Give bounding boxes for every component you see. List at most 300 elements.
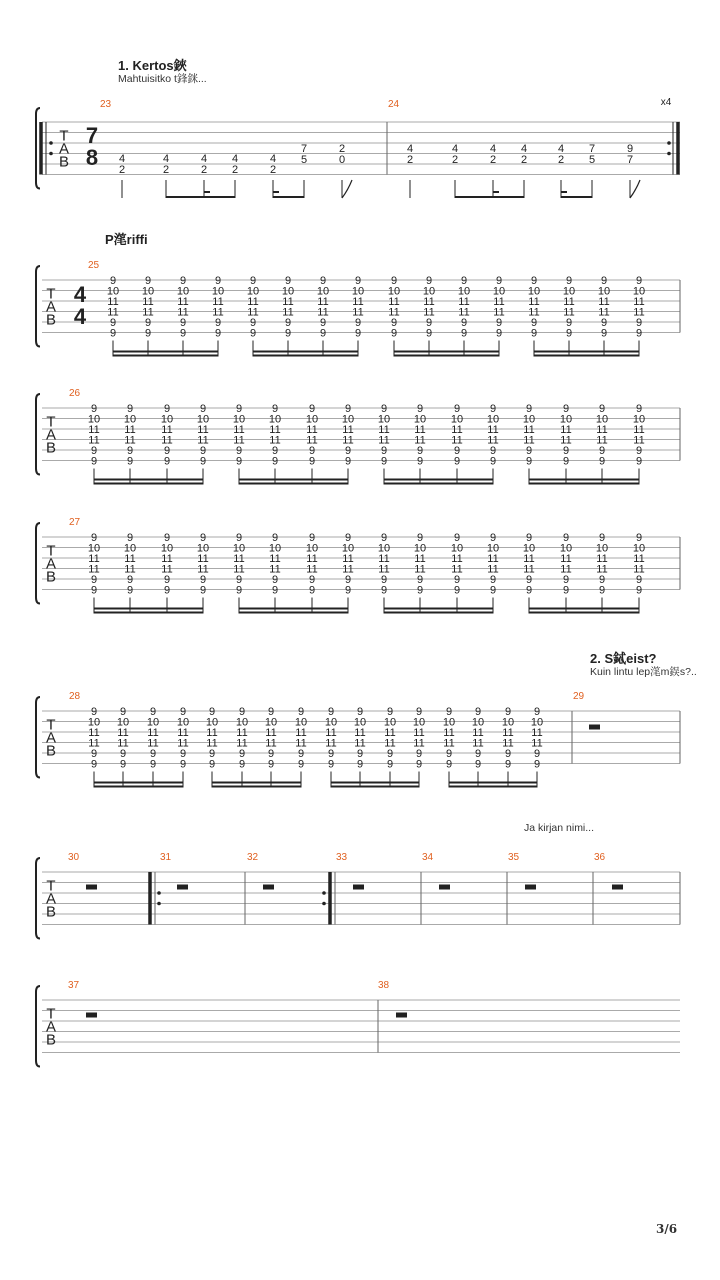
fret-number: 11 bbox=[633, 306, 645, 319]
fret-number: 10 bbox=[387, 285, 401, 298]
fret-number: 9 bbox=[199, 574, 207, 586]
fret-number: 9 bbox=[416, 584, 424, 597]
fret-number: 9 bbox=[380, 403, 388, 415]
fret-number: 9 bbox=[562, 532, 570, 544]
whole-rest bbox=[439, 885, 450, 890]
fret-number: 11 bbox=[295, 737, 307, 750]
fret-number: 9 bbox=[179, 758, 187, 771]
fret-number: 10 bbox=[351, 285, 365, 298]
fret-number: 9 bbox=[179, 327, 187, 340]
fret-number: 9 bbox=[416, 532, 424, 544]
fret-number: 11 bbox=[378, 434, 390, 447]
fret-number: 9 bbox=[344, 445, 352, 457]
fret-number: 10 bbox=[235, 716, 249, 729]
fret-number: 11 bbox=[472, 737, 484, 750]
fret-number: 11 bbox=[633, 434, 645, 447]
fret-number: 9 bbox=[119, 706, 127, 718]
fret-number: 9 bbox=[235, 455, 243, 468]
fret-number: 11 bbox=[124, 553, 136, 565]
fret-number: 9 bbox=[284, 275, 292, 287]
fret-number: 11 bbox=[493, 296, 505, 308]
fret-number: 11 bbox=[269, 553, 281, 565]
fret-number: 11 bbox=[414, 434, 426, 447]
fret-number: 9 bbox=[267, 748, 275, 760]
fret-number: 11 bbox=[458, 306, 470, 319]
fret-number: 9 bbox=[327, 748, 335, 760]
fret-number: 9 bbox=[199, 455, 207, 468]
fret-number: 10 bbox=[383, 716, 397, 729]
fret-number: 9 bbox=[386, 748, 394, 760]
fret-number: 9 bbox=[504, 758, 512, 771]
fret-number: 11 bbox=[342, 424, 354, 436]
fret-number: 9 bbox=[489, 584, 497, 597]
lyric-kertosae: Mahtuisitko t鋒銤... bbox=[118, 73, 207, 85]
fret-number: 9 bbox=[474, 706, 482, 718]
fret-number: 9 bbox=[271, 455, 279, 468]
fret-number: 9 bbox=[90, 584, 98, 597]
fret-number: 9 bbox=[533, 758, 541, 771]
fret-number: 11 bbox=[451, 424, 463, 436]
measure-number: 26 bbox=[69, 388, 81, 399]
fret-number: 9 bbox=[390, 275, 398, 287]
fret-number: 9 bbox=[271, 584, 279, 597]
fret-number: 10 bbox=[324, 716, 338, 729]
fret-number: 9 bbox=[504, 748, 512, 760]
fret-number: 9 bbox=[354, 327, 362, 340]
fret-number: 11 bbox=[472, 727, 484, 739]
fret-number: 9 bbox=[562, 584, 570, 597]
system-bracket bbox=[36, 266, 40, 347]
fret-number: 11 bbox=[197, 563, 209, 576]
fret-number: 11 bbox=[560, 434, 572, 447]
fret-number: 9 bbox=[199, 532, 207, 544]
fret-number: 9 bbox=[565, 317, 573, 329]
fret-number: 11 bbox=[451, 553, 463, 565]
fret-number: 9 bbox=[90, 748, 98, 760]
fret-number: 11 bbox=[633, 424, 645, 436]
fret-number: 9 bbox=[495, 275, 503, 287]
fret-number: 11 bbox=[414, 563, 426, 576]
fret-number: 11 bbox=[177, 306, 189, 319]
fret-number: 10 bbox=[141, 285, 155, 298]
fret-number: 2 bbox=[557, 154, 565, 166]
fret-number: 9 bbox=[425, 317, 433, 329]
fret-number: 9 bbox=[344, 574, 352, 586]
fret-number: 11 bbox=[147, 737, 159, 750]
fret-number: 9 bbox=[380, 445, 388, 457]
fret-number: 10 bbox=[353, 716, 367, 729]
tab-clef-letter: T bbox=[46, 542, 56, 560]
fret-number: 10 bbox=[632, 285, 646, 298]
fret-number: 11 bbox=[306, 553, 318, 565]
tab-clef-letter: B bbox=[45, 903, 57, 921]
fret-number: 7 bbox=[588, 143, 596, 155]
fret-number: 9 bbox=[235, 532, 243, 544]
section-title-kertosae: 1. Kertos鋏 bbox=[118, 58, 187, 73]
fret-number: 9 bbox=[600, 275, 608, 287]
fret-number: 11 bbox=[414, 553, 426, 565]
fret-number: 11 bbox=[117, 737, 129, 750]
repeat-dot bbox=[49, 152, 53, 156]
measure-number: 25 bbox=[88, 260, 100, 271]
fret-number: 9 bbox=[533, 706, 541, 718]
fret-number: 9 bbox=[635, 455, 643, 468]
fret-number: 9 bbox=[126, 445, 134, 457]
whole-rest bbox=[263, 885, 274, 890]
tab-clef-letter: A bbox=[45, 426, 57, 444]
measure-number: 23 bbox=[100, 99, 112, 110]
fret-number: 11 bbox=[269, 563, 281, 576]
fret-number: 10 bbox=[176, 285, 190, 298]
fret-number: 9 bbox=[126, 574, 134, 586]
fret-number: 9 bbox=[149, 706, 157, 718]
fret-number: 10 bbox=[422, 285, 436, 298]
fret-number: 11 bbox=[325, 727, 337, 739]
fret-number: 9 bbox=[635, 445, 643, 457]
fret-number: 9 bbox=[562, 574, 570, 586]
fret-number: 9 bbox=[90, 574, 98, 586]
fret-number: 11 bbox=[282, 306, 294, 319]
fret-number: 4 bbox=[118, 153, 126, 165]
fret-number: 11 bbox=[282, 296, 294, 308]
fret-number: 11 bbox=[633, 296, 645, 308]
fret-number: 9 bbox=[90, 445, 98, 457]
fret-number: 9 bbox=[308, 532, 316, 544]
fret-number: 7 bbox=[626, 154, 634, 166]
fret-number: 11 bbox=[342, 553, 354, 565]
fret-number: 9 bbox=[445, 748, 453, 760]
fret-number: 9 bbox=[445, 758, 453, 771]
fret-number: 11 bbox=[124, 563, 136, 576]
fret-number: 11 bbox=[352, 306, 364, 319]
fret-number: 11 bbox=[124, 434, 136, 447]
repeat-dot bbox=[667, 141, 671, 145]
fret-number: 10 bbox=[268, 542, 282, 555]
fret-number: 10 bbox=[87, 542, 101, 555]
fret-number: 10 bbox=[530, 716, 544, 729]
fret-number: 11 bbox=[596, 424, 608, 436]
fret-number: 11 bbox=[354, 727, 366, 739]
fret-number: 11 bbox=[233, 424, 245, 436]
fret-number: 11 bbox=[388, 296, 400, 308]
measure-number: 37 bbox=[68, 980, 80, 991]
tab-clef-letter: B bbox=[45, 311, 57, 329]
fret-number: 10 bbox=[595, 542, 609, 555]
fret-number: 10 bbox=[412, 716, 426, 729]
fret-number: 11 bbox=[352, 296, 364, 308]
fret-number: 11 bbox=[161, 553, 173, 565]
time-sig-denominator: 8 bbox=[85, 145, 99, 170]
fret-number: 10 bbox=[268, 413, 282, 426]
fret-number: 11 bbox=[88, 563, 100, 576]
fret-number: 9 bbox=[425, 275, 433, 287]
fret-number: 10 bbox=[450, 542, 464, 555]
fret-number: 11 bbox=[88, 737, 100, 750]
fret-number: 9 bbox=[344, 584, 352, 597]
fret-number: 9 bbox=[626, 143, 634, 155]
note-flag bbox=[630, 180, 640, 198]
fret-number: 9 bbox=[390, 327, 398, 340]
fret-number: 11 bbox=[342, 434, 354, 447]
fret-number: 11 bbox=[317, 296, 329, 308]
fret-number: 11 bbox=[451, 563, 463, 576]
fret-number: 9 bbox=[163, 532, 171, 544]
fret-number: 9 bbox=[319, 327, 327, 340]
fret-number: 10 bbox=[632, 542, 646, 555]
fret-number: 11 bbox=[197, 434, 209, 447]
fret-number: 9 bbox=[489, 532, 497, 544]
fret-number: 9 bbox=[319, 317, 327, 329]
fret-number: 10 bbox=[450, 413, 464, 426]
fret-number: 10 bbox=[377, 542, 391, 555]
section-title-saeakeistoe: 2. S鋱eist? bbox=[590, 651, 657, 666]
measure-number: 35 bbox=[508, 852, 520, 863]
fret-number: 11 bbox=[147, 727, 159, 739]
fret-number: 11 bbox=[206, 727, 218, 739]
fret-number: 4 bbox=[451, 143, 459, 155]
fret-number: 10 bbox=[160, 542, 174, 555]
fret-number: 10 bbox=[246, 285, 260, 298]
fret-number: 2 bbox=[269, 164, 277, 176]
fret-number: 10 bbox=[501, 716, 515, 729]
measure-number: 27 bbox=[69, 517, 81, 528]
fret-number: 10 bbox=[341, 413, 355, 426]
lyric-saeakeistoe: Kuin lintu lep滗m鋘s?.. bbox=[590, 666, 697, 678]
fret-number: 9 bbox=[489, 403, 497, 415]
time-sig-denominator: 4 bbox=[73, 304, 87, 329]
fret-number: 9 bbox=[308, 574, 316, 586]
fret-number: 9 bbox=[144, 327, 152, 340]
fret-number: 10 bbox=[232, 413, 246, 426]
fret-number: 11 bbox=[596, 434, 608, 447]
fret-number: 9 bbox=[562, 403, 570, 415]
fret-number: 11 bbox=[342, 563, 354, 576]
fret-number: 11 bbox=[161, 563, 173, 576]
tab-clef-letter: T bbox=[46, 285, 56, 303]
fret-number: 9 bbox=[179, 317, 187, 329]
fret-number: 10 bbox=[457, 285, 471, 298]
fret-number: 9 bbox=[598, 455, 606, 468]
fret-number: 9 bbox=[344, 455, 352, 468]
fret-number: 9 bbox=[271, 403, 279, 415]
fret-number: 2 bbox=[520, 154, 528, 166]
fret-number: 9 bbox=[390, 317, 398, 329]
fret-number: 11 bbox=[531, 737, 543, 750]
fret-number: 9 bbox=[144, 275, 152, 287]
tab-clef-letter: A bbox=[58, 140, 70, 158]
fret-number: 11 bbox=[212, 306, 224, 319]
repeat-dot bbox=[157, 902, 161, 906]
tab-clef-letter: T bbox=[46, 1005, 56, 1023]
tab-clef-letter: T bbox=[46, 716, 56, 734]
fret-number: 9 bbox=[90, 455, 98, 468]
fret-number: 9 bbox=[453, 574, 461, 586]
fret-number: 11 bbox=[563, 296, 575, 308]
fret-number: 4 bbox=[489, 143, 497, 155]
fret-number: 11 bbox=[413, 727, 425, 739]
fret-number: 11 bbox=[502, 727, 514, 739]
fret-number: 9 bbox=[386, 758, 394, 771]
fret-number: 9 bbox=[249, 327, 257, 340]
fret-number: 11 bbox=[233, 434, 245, 447]
system-bracket bbox=[36, 394, 40, 475]
fret-number: 9 bbox=[635, 574, 643, 586]
whole-rest bbox=[86, 885, 97, 890]
fret-number: 9 bbox=[214, 317, 222, 329]
fret-number: 11 bbox=[487, 553, 499, 565]
fret-number: 9 bbox=[416, 403, 424, 415]
fret-number: 9 bbox=[109, 327, 117, 340]
tab-clef-letter: A bbox=[45, 890, 57, 908]
fret-number: 11 bbox=[306, 563, 318, 576]
fret-number: 9 bbox=[460, 317, 468, 329]
fret-number: 9 bbox=[460, 327, 468, 340]
fret-number: 10 bbox=[196, 542, 210, 555]
fret-number: 11 bbox=[560, 563, 572, 576]
section-title-perusriffi: P滗riffi bbox=[105, 232, 148, 247]
fret-number: 2 bbox=[406, 154, 414, 166]
fret-number: 11 bbox=[384, 737, 396, 750]
fret-number: 9 bbox=[267, 758, 275, 771]
fret-number: 11 bbox=[233, 563, 245, 576]
fret-number: 11 bbox=[596, 553, 608, 565]
fret-number: 10 bbox=[123, 413, 137, 426]
fret-number: 9 bbox=[163, 403, 171, 415]
fret-number: 9 bbox=[199, 584, 207, 597]
fret-number: 11 bbox=[493, 306, 505, 319]
fret-number: 11 bbox=[596, 563, 608, 576]
fret-number: 9 bbox=[635, 584, 643, 597]
fret-number: 11 bbox=[414, 424, 426, 436]
fret-number: 0 bbox=[338, 154, 346, 166]
whole-rest bbox=[612, 885, 623, 890]
fret-number: 9 bbox=[453, 403, 461, 415]
fret-number: 9 bbox=[598, 574, 606, 586]
fret-number: 10 bbox=[160, 413, 174, 426]
fret-number: 11 bbox=[88, 424, 100, 436]
fret-number: 4 bbox=[557, 143, 565, 155]
fret-number: 9 bbox=[525, 403, 533, 415]
measure-number: 36 bbox=[594, 852, 606, 863]
fret-number: 11 bbox=[161, 434, 173, 447]
fret-number: 11 bbox=[88, 434, 100, 447]
fret-number: 2 bbox=[200, 164, 208, 176]
fret-number: 9 bbox=[565, 327, 573, 340]
fret-number: 9 bbox=[600, 327, 608, 340]
fret-number: 9 bbox=[504, 706, 512, 718]
repeat-count: x4 bbox=[660, 97, 672, 108]
fret-number: 9 bbox=[530, 327, 538, 340]
fret-number: 9 bbox=[163, 574, 171, 586]
whole-rest bbox=[589, 725, 600, 730]
fret-number: 9 bbox=[179, 748, 187, 760]
system-bracket bbox=[36, 858, 40, 939]
fret-number: 9 bbox=[562, 455, 570, 468]
fret-number: 9 bbox=[530, 275, 538, 287]
fret-number: 4 bbox=[269, 153, 277, 165]
fret-number: 11 bbox=[528, 306, 540, 319]
fret-number: 5 bbox=[300, 154, 308, 166]
fret-number: 9 bbox=[126, 455, 134, 468]
fret-number: 9 bbox=[271, 532, 279, 544]
page-number: 3/6 bbox=[656, 1222, 678, 1236]
fret-number: 2 bbox=[118, 164, 126, 176]
fret-number: 9 bbox=[489, 455, 497, 468]
fret-number: 9 bbox=[525, 455, 533, 468]
fret-number: 9 bbox=[308, 403, 316, 415]
fret-number: 9 bbox=[489, 574, 497, 586]
fret-number: 9 bbox=[380, 455, 388, 468]
fret-number: 11 bbox=[161, 424, 173, 436]
fret-number: 11 bbox=[236, 737, 248, 750]
measure-number: 28 bbox=[69, 691, 81, 702]
tab-clef-letter: T bbox=[46, 413, 56, 431]
fret-number: 9 bbox=[308, 445, 316, 457]
fret-number: 11 bbox=[142, 306, 154, 319]
fret-number: 10 bbox=[281, 285, 295, 298]
repeat-dot bbox=[667, 152, 671, 156]
fret-number: 9 bbox=[235, 584, 243, 597]
fret-number: 11 bbox=[107, 296, 119, 308]
fret-number: 11 bbox=[124, 424, 136, 436]
fret-number: 9 bbox=[119, 758, 127, 771]
fret-number: 11 bbox=[88, 553, 100, 565]
fret-number: 11 bbox=[384, 727, 396, 739]
fret-number: 9 bbox=[271, 574, 279, 586]
time-sig-numerator: 4 bbox=[73, 282, 87, 307]
fret-number: 9 bbox=[356, 758, 364, 771]
fret-number: 9 bbox=[416, 445, 424, 457]
fret-number: 9 bbox=[445, 706, 453, 718]
fret-number: 9 bbox=[308, 584, 316, 597]
tab-clef-letter: A bbox=[45, 729, 57, 747]
fret-number: 11 bbox=[265, 727, 277, 739]
fret-number: 9 bbox=[598, 445, 606, 457]
fret-number: 11 bbox=[317, 306, 329, 319]
fret-number: 11 bbox=[177, 737, 189, 750]
fret-number: 9 bbox=[453, 584, 461, 597]
fret-number: 9 bbox=[297, 758, 305, 771]
tab-clef-letter: A bbox=[45, 1018, 57, 1036]
fret-number: 10 bbox=[123, 542, 137, 555]
fret-number: 10 bbox=[486, 413, 500, 426]
fret-number: 10 bbox=[595, 413, 609, 426]
fret-number: 11 bbox=[523, 424, 535, 436]
system-bracket bbox=[36, 697, 40, 778]
tab-clef-letter: A bbox=[45, 298, 57, 316]
fret-number: 10 bbox=[559, 413, 573, 426]
fret-number: 11 bbox=[236, 727, 248, 739]
fret-number: 11 bbox=[633, 553, 645, 565]
fret-number: 11 bbox=[563, 306, 575, 319]
fret-number: 9 bbox=[144, 317, 152, 329]
fret-number: 11 bbox=[265, 737, 277, 750]
fret-number: 11 bbox=[107, 306, 119, 319]
whole-rest bbox=[353, 885, 364, 890]
measure-number: 33 bbox=[336, 852, 348, 863]
fret-number: 9 bbox=[453, 532, 461, 544]
fret-number: 11 bbox=[502, 737, 514, 750]
fret-number: 9 bbox=[109, 317, 117, 329]
fret-number: 11 bbox=[423, 296, 435, 308]
fret-number: 9 bbox=[163, 445, 171, 457]
fret-number: 9 bbox=[354, 317, 362, 329]
fret-number: 11 bbox=[443, 737, 455, 750]
fret-number: 9 bbox=[386, 706, 394, 718]
fret-number: 2 bbox=[451, 154, 459, 166]
time-sig-numerator: 7 bbox=[85, 123, 99, 148]
fret-number: 11 bbox=[598, 296, 610, 308]
